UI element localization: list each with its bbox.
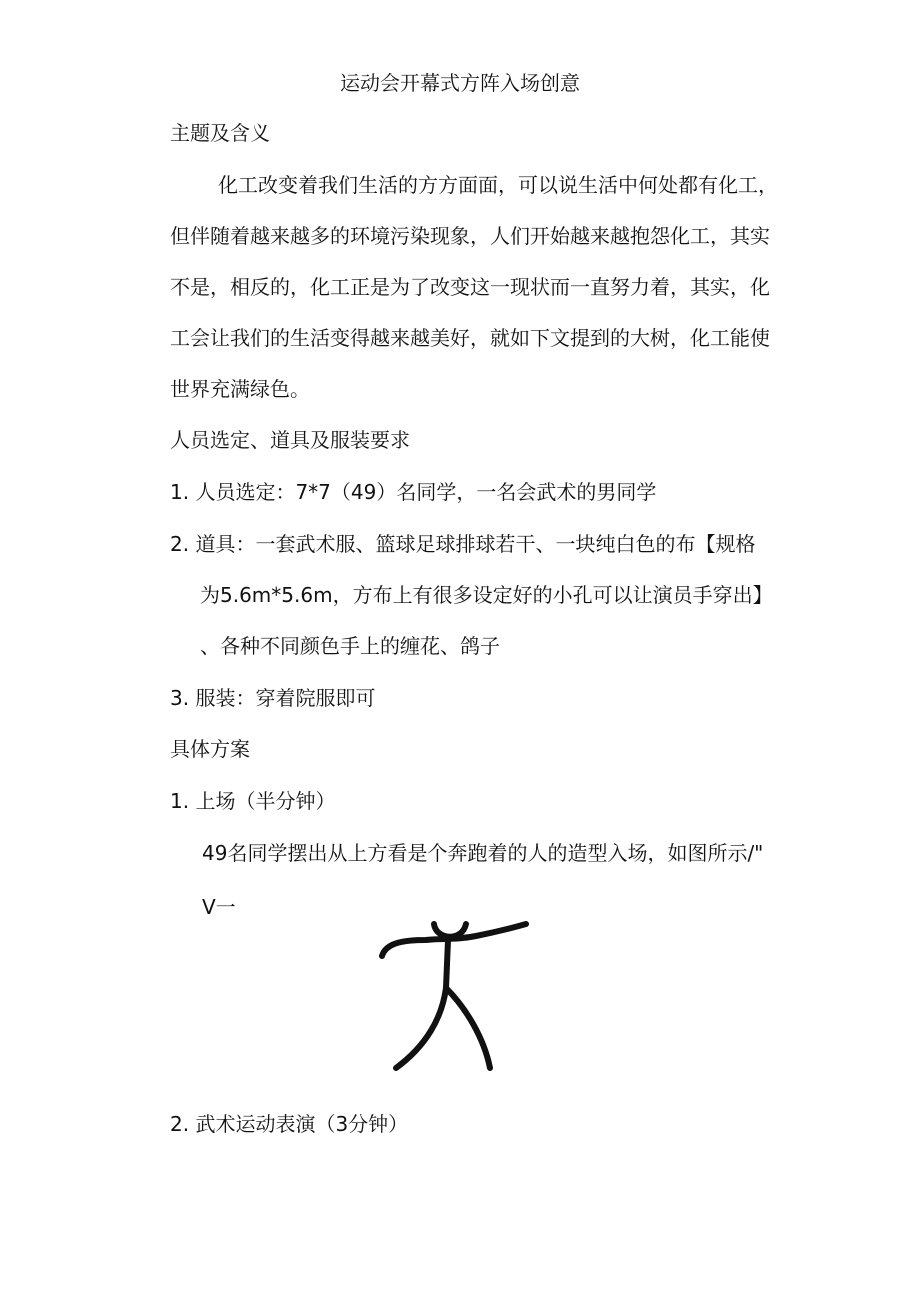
plan-step-entrance: 1. 上场（半分钟） bbox=[170, 789, 336, 813]
requirement-item-costume: 3. 服装：穿着院服即可 bbox=[170, 686, 376, 710]
plan-step-entrance-desc-2: V一 bbox=[202, 895, 236, 919]
document-title: 运动会开幕式方阵入场创意 bbox=[340, 71, 580, 95]
theme-paragraph-line-5: 世界充满绿色。 bbox=[170, 377, 310, 401]
theme-paragraph-line-4: 工会让我们的生活变得越来越美好，就如下文提到的大树，化工能使 bbox=[170, 326, 770, 350]
section-heading-requirements: 人员选定、道具及服装要求 bbox=[170, 428, 410, 452]
plan-step-martial-arts: 2. 武术运动表演（3分钟） bbox=[170, 1112, 409, 1136]
figure-leg-right bbox=[446, 988, 490, 1068]
requirement-item-props-cont-1: 为5.6m*5.6m，方布上有很多设定好的小孔可以让演员手穿出】 bbox=[200, 583, 773, 607]
requirement-item-props: 2. 道具：一套武术服、篮球足球排球若干、一块纯白色的布【规格 bbox=[170, 532, 756, 556]
requirement-item-personnel: 1. 人员选定：7*7（49）名同学，一名会武术的男同学 bbox=[170, 480, 657, 504]
section-heading-plan: 具体方案 bbox=[170, 737, 250, 761]
running-stick-figure-icon bbox=[376, 918, 532, 1074]
theme-paragraph-line-1: 化工改变着我们生活的方方面面，可以说生活中何处都有化工， bbox=[218, 173, 778, 197]
figure-arms bbox=[382, 924, 526, 956]
section-heading-theme: 主题及含义 bbox=[170, 121, 270, 145]
theme-paragraph-line-3: 不是，相反的，化工正是为了改变这一现状而一直努力着，其实，化 bbox=[170, 275, 770, 299]
plan-step-entrance-desc-1: 49名同学摆出从上方看是个奔跑着的人的造型入场，如图所示/" bbox=[202, 841, 764, 865]
requirement-item-props-cont-2: 、各种不同颜色手上的缠花、鸽子 bbox=[200, 634, 500, 658]
theme-paragraph-line-2: 但伴随着越来越多的环境污染现象，人们开始越来越抱怨化工，其实 bbox=[170, 224, 770, 248]
figure-leg-left bbox=[396, 988, 446, 1068]
figure-torso bbox=[446, 940, 448, 988]
figure-head bbox=[434, 924, 466, 937]
